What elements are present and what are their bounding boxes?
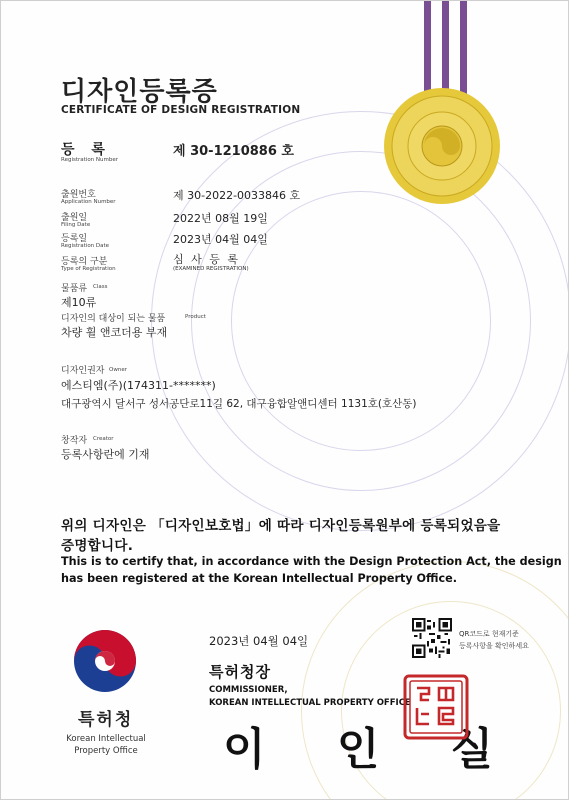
certification-kr-line1: 위의 디자인은 「디자인보호법」에 따라 디자인등록원부에 등록되었음을 bbox=[61, 518, 501, 534]
owner-name: 에스티엠(주)(174311-*******) bbox=[61, 379, 216, 392]
filing-date: 2022년 08월 19일 bbox=[173, 212, 268, 225]
kipo-name-kr: 특허청 bbox=[78, 710, 134, 730]
gold-seal-icon bbox=[379, 83, 505, 209]
class-value: 제10류 bbox=[61, 296, 97, 309]
creator-label-kr: 창작자 bbox=[61, 436, 88, 446]
commissioner-en-line1: COMMISSIONER, bbox=[209, 685, 288, 695]
official-seal-icon bbox=[403, 674, 469, 740]
creator-value: 등록사항란에 기재 bbox=[61, 448, 150, 461]
type-label-en: Type of Registration bbox=[61, 266, 116, 272]
registration-date-label-en: Registration Date bbox=[61, 243, 110, 249]
creator-label-en: Creator bbox=[93, 436, 114, 442]
title-en: CERTIFICATE OF DESIGN REGISTRATION bbox=[61, 104, 301, 116]
certification-en-line1: This is to certify that, in accordance with the Design Protection Act, the design bbox=[61, 555, 562, 568]
commissioner-kr: 특허청장 bbox=[209, 663, 271, 681]
title-kr: 디자인등록증 bbox=[61, 77, 218, 107]
kipo-name-en-line1: Korean Intellectual bbox=[66, 734, 146, 744]
class-label-kr: 물품류 bbox=[61, 284, 88, 294]
product-label-en: Product bbox=[185, 314, 206, 320]
class-label-en: Class bbox=[93, 284, 108, 290]
registration-label-en: Registration Number bbox=[61, 157, 119, 163]
certification-kr-line2: 증명합니다. bbox=[61, 538, 134, 554]
qr-note-line2: 등록사항을 확인하세요 bbox=[459, 642, 529, 650]
commissioner-signature: 이 인 실 bbox=[223, 724, 522, 775]
owner-label-en: Owner bbox=[109, 367, 127, 373]
application-label-kr: 출원번호 bbox=[61, 190, 96, 200]
commissioner-en-line2: KOREAN INTELLECTUAL PROPERTY OFFICE bbox=[209, 698, 411, 708]
filing-date-label-kr: 출원일 bbox=[61, 213, 88, 223]
type-label-kr: 등록의 구분 bbox=[61, 257, 108, 267]
type-value-en: (EXAMINED REGISTRATION) bbox=[173, 266, 249, 272]
kipo-logo-icon bbox=[69, 625, 141, 697]
application-label-en: Application Number bbox=[61, 199, 116, 205]
registration-date: 2023년 04월 04일 bbox=[173, 233, 268, 246]
type-value: 심 사 등 록 bbox=[173, 253, 240, 266]
owner-address: 대구광역시 달서구 성서공단로11길 62, 대구융합알앤디센터 1131호(호산동) bbox=[61, 398, 417, 410]
issue-date: 2023년 04월 04일 bbox=[209, 634, 309, 648]
certification-en-line2: has been registered at the Korean Intellectual Property Office. bbox=[61, 572, 457, 585]
product-label-kr: 디자인의 대상이 되는 물품 bbox=[61, 314, 166, 324]
application-number: 제 30-2022-0033846 호 bbox=[173, 189, 301, 202]
registration-number: 제 30-1210886 호 bbox=[173, 144, 294, 159]
product-value: 차량 휠 앤코더용 부재 bbox=[61, 326, 168, 339]
kipo-name-en-line2: Property Office bbox=[74, 746, 138, 756]
owner-label-kr: 디자인권자 bbox=[61, 366, 105, 376]
registration-date-label-kr: 등록일 bbox=[61, 234, 88, 244]
qr-note-line1: QR코드로 현재기준 bbox=[459, 630, 519, 638]
filing-date-label-en: Filing Date bbox=[61, 222, 91, 228]
qr-code-icon[interactable] bbox=[412, 618, 452, 658]
registration-label-kr: 등 록 bbox=[61, 142, 111, 158]
